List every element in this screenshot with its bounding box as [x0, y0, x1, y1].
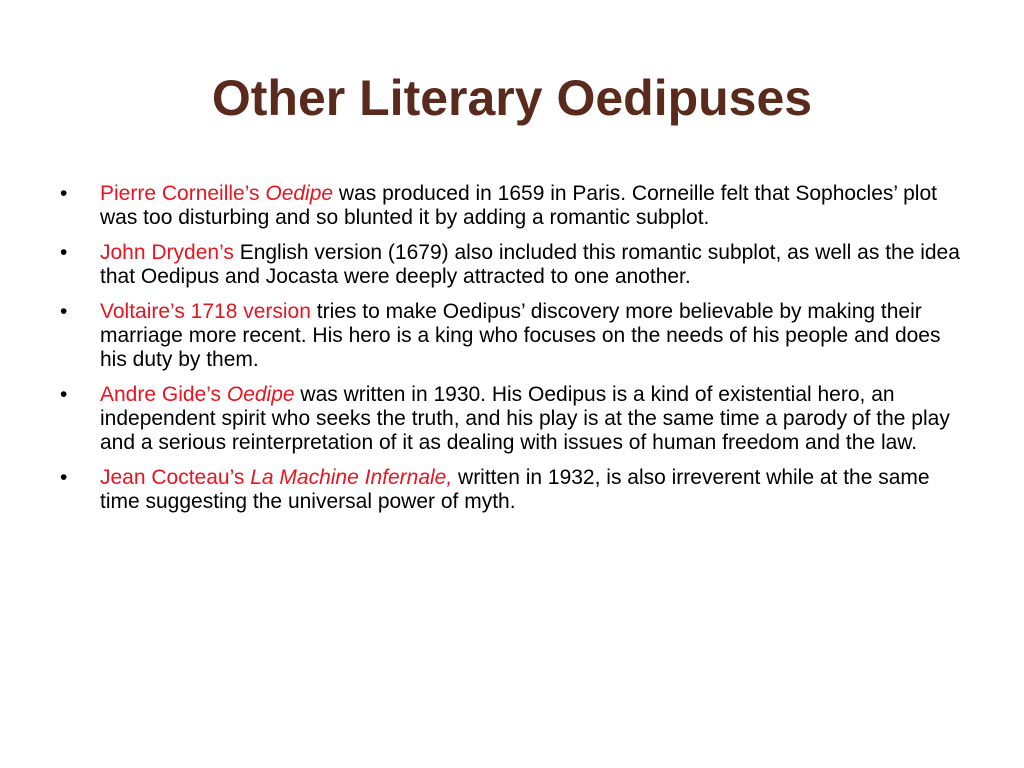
bullet-item: [60, 300, 965, 372]
bullet-icon: •: [60, 466, 68, 489]
bullet-item: [60, 383, 965, 455]
bullet-icon: •: [60, 300, 68, 323]
bullet-text: was written in 1930. His Oedipus is a kind of existential hero, an independent spirit who seeks the truth, and his play is at the same time a parody of the play and a serious reinterpretation of it as dealing with issues of human freedom and the law.: [100, 383, 950, 454]
bullet-icon: •: [60, 241, 68, 264]
bullet-item: [60, 466, 965, 514]
bullet-text: was produced in 1659 in Paris. Corneille felt that Sophocles’ plot was too disturbing and so blunted it by adding a romantic subplot.: [100, 182, 937, 229]
bullet-icon: •: [60, 383, 68, 406]
bullet-item: [60, 182, 965, 230]
bullet-lead: Jean Cocteau’s: [100, 466, 251, 489]
bullet-text: English version (1679) also included this romantic subplot, as well as the idea that Oedipus and Jocasta were deeply attracted to one another.: [100, 241, 960, 288]
bullet-lead: Voltaire’s 1718 version: [100, 300, 311, 323]
bullet-lead: John Dryden’s: [100, 241, 234, 264]
bullet-lead-title: La Machine Infernale,: [250, 466, 453, 489]
slide-title: Other Literary Oedipuses: [211, 70, 813, 126]
bullet-text: written in 1932, is also irreverent while at the same time suggesting the universal power of myth.: [100, 466, 930, 513]
bullet-lead: Andre Gide’s: [100, 383, 227, 406]
bullet-list: [60, 182, 965, 525]
bullet-lead-title: Oedipe: [265, 182, 334, 205]
bullet-text: tries to make Oedipus’ discovery more believable by making their marriage more recent. His hero is a king who focuses on the needs of his people and does his duty by them.: [100, 300, 941, 371]
bullet-lead-title: Oedipe: [226, 383, 295, 406]
bullet-item: [60, 241, 965, 289]
bullet-lead: Pierre Corneille’s: [100, 182, 266, 205]
bullet-icon: •: [60, 182, 68, 205]
